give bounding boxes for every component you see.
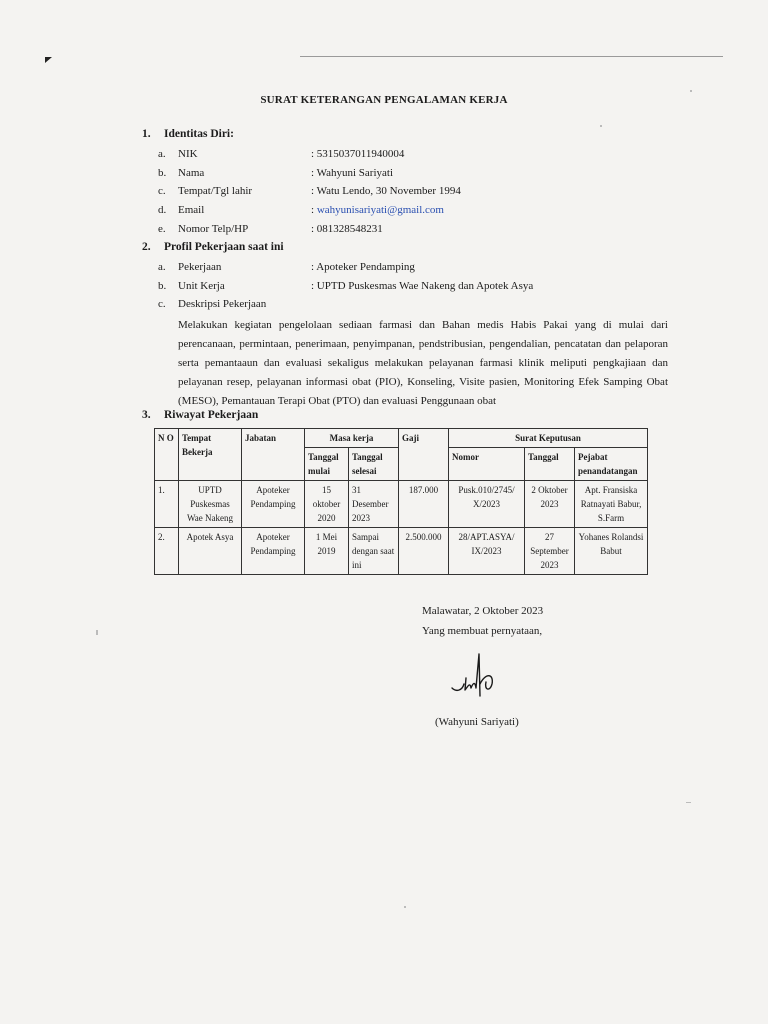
job-description: Melakukan kegiatan pengelolaan sediaan farmasi dan Bahan medis Habis Pakai yang di mulai dari perencanaan, permintaan, penerimaan, penyimpanan, pendstribusian, pengendalian, pencatatan dan pelaporan serta pemantaaun dan evaluasi sekaligus melakukan pelayanan farmasi klinik meliputi pengkajiaan dan pelayanan resep, pelayanan informasi obat (PIO), Konseling, Visite pasien, Monitoring Efek Samping Obat (MESO), Pemantauan Terapi Obat (PTO) dan evaluasi Penggunaan obat	[178, 319, 668, 407]
header-pejabat: Pejabat penandatangan	[575, 448, 648, 481]
field-pekerjaan: a. Pekerjaan : Apoteker Pendamping	[158, 261, 415, 273]
cell-tanggal: 27 September 2023	[525, 528, 575, 575]
top-rule	[300, 56, 723, 57]
statement-label: Yang membuat pernyataan,	[422, 625, 543, 637]
table-row	[155, 481, 648, 528]
cell-mulai: 15 oktober 2020	[305, 481, 349, 528]
cell-selesai: 31 Desember 2023	[349, 481, 399, 528]
header-tanggal-mulai: Tanggal mulai	[305, 448, 349, 481]
section-riwayat-heading: 3. Riwayat Pekerjaan	[142, 409, 259, 421]
cell-nomor: Pusk.010/2745/ X/2023	[449, 481, 525, 528]
corner-mark	[45, 57, 52, 63]
scan-speck	[600, 125, 602, 127]
cell-pejabat: Yohanes Rolandsi Babut	[575, 528, 648, 575]
cell-pejabat: Apt. Fransiska Ratnayati Babur, S.Farm	[575, 481, 648, 528]
field-telp: e. Nomor Telp/HP : 081328548231	[158, 223, 383, 235]
cell-jabatan: Apoteker Pendamping	[242, 528, 305, 575]
cell-jabatan: Apoteker Pendamping	[242, 481, 305, 528]
header-gaji: Gaji	[399, 429, 449, 481]
header-no: N O	[155, 429, 179, 481]
header-tanggal-selesai: Tanggal selesai	[349, 448, 399, 481]
header-jabatan: Jabatan	[242, 429, 305, 481]
header-tempat: Tempat Bekerja	[179, 429, 242, 481]
cell-no: 1.	[155, 481, 179, 528]
scan-speck	[404, 906, 406, 908]
work-history-table	[154, 428, 648, 575]
scan-speck	[96, 630, 98, 635]
cell-gaji: 187.000	[399, 481, 449, 528]
cell-mulai: 1 Mei 2019	[305, 528, 349, 575]
cell-tanggal: 2 Oktober 2023	[525, 481, 575, 528]
scan-speck	[686, 802, 691, 803]
cell-tempat: UPTD Puskesmas Wae Nakeng	[179, 481, 242, 528]
header-masa-kerja: Masa kerja	[305, 429, 399, 448]
field-unit-kerja: b. Unit Kerja : UPTD Puskesmas Wae Nakeng dan Apotek Asya	[158, 280, 534, 292]
scan-speck	[690, 90, 692, 92]
cell-selesai: Sampai dengan saat ini	[349, 528, 399, 575]
field-deskripsi-label: c. Deskripsi Pekerjaan	[158, 298, 267, 310]
signature-mark	[446, 648, 506, 706]
place-date: Malawatar, 2 Oktober 2023	[422, 605, 544, 617]
signer-name: (Wahyuni Sariyati)	[435, 716, 519, 728]
cell-nomor: 28/APT.ASYA/ IX/2023	[449, 528, 525, 575]
email-link[interactable]: wahyunisariyati@gmail.com	[316, 204, 444, 216]
section-profil-heading: 2. Profil Pekerjaan saat ini	[142, 241, 284, 253]
field-nama: b. Nama : Wahyuni Sariyati	[158, 167, 394, 179]
field-email: d. Email : wahyunisariyati@gmail.com	[158, 204, 444, 216]
table-header-row	[155, 429, 648, 448]
header-tanggal: Tanggal	[525, 448, 575, 481]
document-title: SURAT KETERANGAN PENGALAMAN KERJA	[260, 94, 508, 106]
field-tempat-tgl-lahir: c. Tempat/Tgl lahir : Watu Lendo, 30 November 1994	[158, 185, 461, 197]
cell-gaji: 2.500.000	[399, 528, 449, 575]
section-identitas-heading: 1. Identitas Diri:	[142, 128, 234, 140]
field-nik: a. NIK : 5315037011940004	[158, 148, 405, 160]
header-nomor: Nomor	[449, 448, 525, 481]
header-surat-keputusan: Surat Keputusan	[449, 429, 648, 448]
cell-tempat: Apotek Asya	[179, 528, 242, 575]
cell-no: 2.	[155, 528, 179, 575]
table-row	[155, 528, 648, 575]
